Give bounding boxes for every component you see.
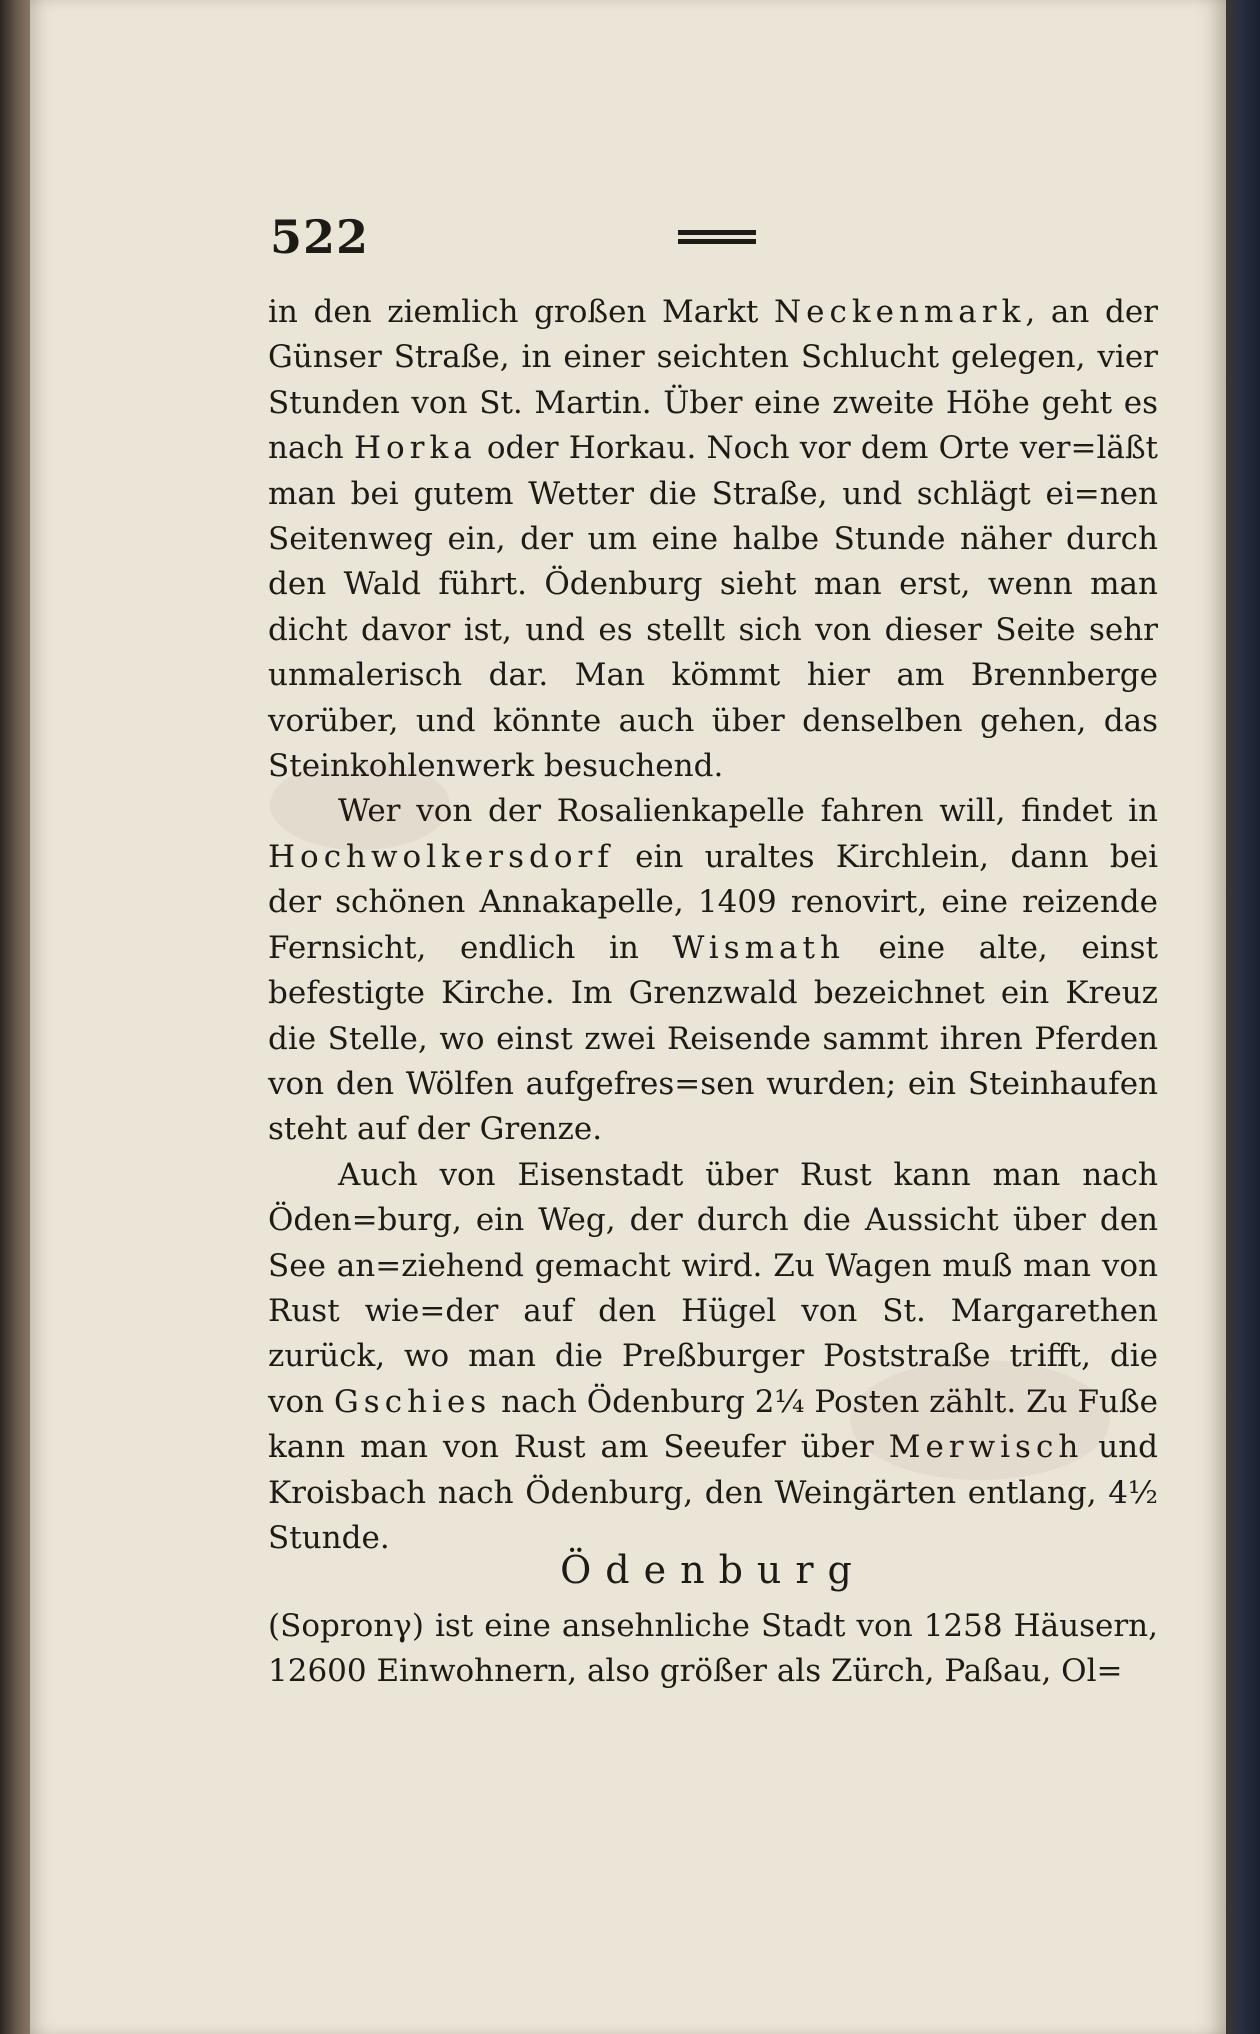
paragraph xyxy=(268,1153,1158,1562)
emphasized-name: Horka xyxy=(353,430,477,467)
text-run: , an der Günser Straße, in einer seichten Schlucht gelegen, vier Stunden von St. Martin. Über eine zweite Höhe geht es nach xyxy=(268,294,1158,467)
page-header xyxy=(270,210,1160,280)
emphasized-name: Wismath xyxy=(672,929,845,966)
book-left-edge xyxy=(0,0,32,2034)
paragraph xyxy=(268,290,1158,789)
text-run: in den ziemlich großen Markt xyxy=(268,294,774,330)
emphasized-name: Neckenmark xyxy=(773,294,1026,330)
rule-bar xyxy=(678,239,756,244)
text-run: Auch von Eisenstadt über Rust kann man nach Öden=burg, ein Weg, der durch die Aussicht über den See an=ziehend gemacht wird. Zu Wagen muß man von Rust wie=der auf den Hügel von St. Margarethen zurück, wo man die Preßburger Poststraße trifft, die von xyxy=(268,1156,1158,1420)
header-double-rule xyxy=(678,230,756,246)
body-text xyxy=(268,290,1158,1561)
section-heading: Ödenburg xyxy=(560,1548,866,1592)
text-run: nach Ödenburg 2¼ Posten zählt. Zu Fuße kann man von Rust am Seeufer über xyxy=(268,1383,1158,1466)
emphasized-name: Merwisch xyxy=(888,1429,1084,1466)
text-run: oder Horkau. Noch vor dem Orte ver=läßt man bei gutem Wetter die Straße, und schlägt ei=nen Seitenweg ein, der um eine halbe Stunde näher durch den Wald führt. Ödenburg sieht man erst, wenn man dicht davor ist, und es stellt sich von dieser Seite sehr unmalerisch dar. Man kömmt hier am Brennberge vorüber, und könnte auch über denselben gehen, das Steinkohlenwerk besuchend. xyxy=(268,430,1158,785)
paragraph xyxy=(268,789,1158,1152)
text-run: eine alte, einst befestigte Kirche. Im Grenzwald bezeichnet ein Kreuz die Stelle, wo einst zwei Reisende sammt ihren Pferden von den Wölfen aufgefres=sen wurden; ein Steinhaufen steht auf der Grenze. xyxy=(268,929,1158,1148)
text-run: ein uraltes Kirchlein, dann bei der schönen Annakapelle, 1409 renovirt, eine reizende Fernsicht, endlich in xyxy=(268,838,1158,966)
section-text: (Sopronγ) ist eine ansehnliche Stadt von 1258 Häusern, 12600 Einwohnern, also größer als Zürch, Paßau, Ol= xyxy=(268,1608,1158,1690)
emphasized-name: Gschies xyxy=(334,1383,492,1420)
rule-bar xyxy=(678,230,756,235)
page-number: 522 xyxy=(270,210,370,264)
text-run: Wer von der Rosalienkapelle fahren will, findet in xyxy=(338,793,1158,830)
book-right-edge xyxy=(1226,0,1260,2034)
emphasized-name: Hochwolkersdorf xyxy=(268,838,614,875)
text-run: und Kroisbach nach Ödenburg, den Weingärten entlang, 4½ Stunde. xyxy=(268,1429,1158,1556)
